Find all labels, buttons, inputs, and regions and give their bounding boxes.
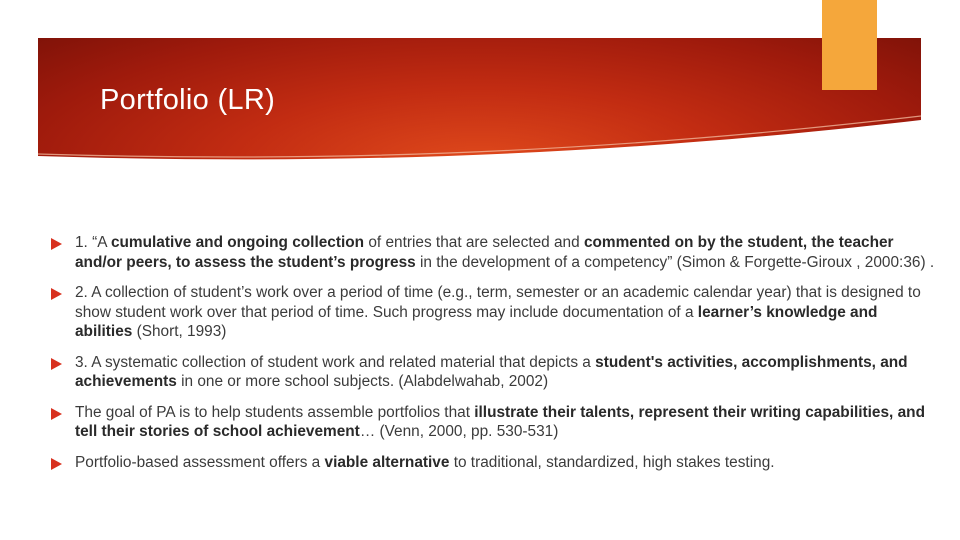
bullet-item	[48, 453, 938, 473]
bullet-text-span: to traditional, standardized, high stakes testing.	[449, 453, 775, 471]
bullet-text-bold: learner’s knowledge and abilities	[75, 303, 878, 340]
arrow-right-triangle-icon	[51, 358, 62, 370]
bullet-text	[75, 403, 938, 442]
accent-square	[822, 0, 877, 90]
bullet-item	[48, 233, 938, 272]
arrow-right-triangle-icon	[51, 458, 62, 470]
bullet-text-bold: illustrate their talents, represent their writing capabilities, and tell their stories of school achievement	[75, 403, 925, 440]
bullet-text-span: 2. A collection of student’s work over a period of time (e.g., term, semester or an academic calendar year) that is designed to show student work over that period of time. Such progress may include documentation of a	[75, 284, 921, 321]
arrow-right-triangle-icon	[51, 408, 62, 420]
bullet-item	[48, 353, 938, 392]
bullet-text-span: The goal of PA is to help students assemble portfolios that	[75, 403, 475, 421]
bullet-text-bold: commented on by the student, the teacher and/or peers, to assess the student’s progress	[75, 234, 894, 271]
bullet-text-bold: student's activities, accomplishments, and achievements	[75, 353, 908, 390]
bullet-list	[48, 233, 938, 483]
arrow-right-triangle-icon	[51, 238, 62, 250]
bullet-text-span: 3. A systematic collection of student work and related material that depicts a	[75, 353, 596, 371]
bullet-text-bold: cumulative and ongoing collection	[110, 234, 365, 251]
bullet-text-span: in the development of a competency” (Simon & Forgette-Giroux , 2000:36) .	[415, 253, 935, 271]
bullet-text-span: Portfolio-based assessment offers a	[75, 453, 325, 471]
bullet-text-bold: viable alternative	[324, 453, 450, 471]
bullet-text	[75, 453, 938, 473]
bullet-text-span: 1. “A	[75, 234, 111, 251]
bullet-item	[48, 283, 938, 342]
bullet-text-span: in one or more school subjects. (Alabdelwahab, 2002)	[176, 373, 549, 390]
bullet-text-span: of entries that are selected and	[364, 234, 584, 251]
arrow-right-triangle-icon	[51, 288, 62, 300]
bullet-text	[75, 283, 938, 342]
bullet-text	[75, 233, 938, 272]
slide-title: Portfolio (LR)	[100, 84, 276, 116]
bullet-text-span: … (Venn, 2000, pp. 530-531)	[359, 423, 559, 440]
bullet-text	[75, 353, 938, 392]
bullet-text-span: (Short, 1993)	[132, 323, 227, 340]
bullet-item	[48, 403, 938, 442]
